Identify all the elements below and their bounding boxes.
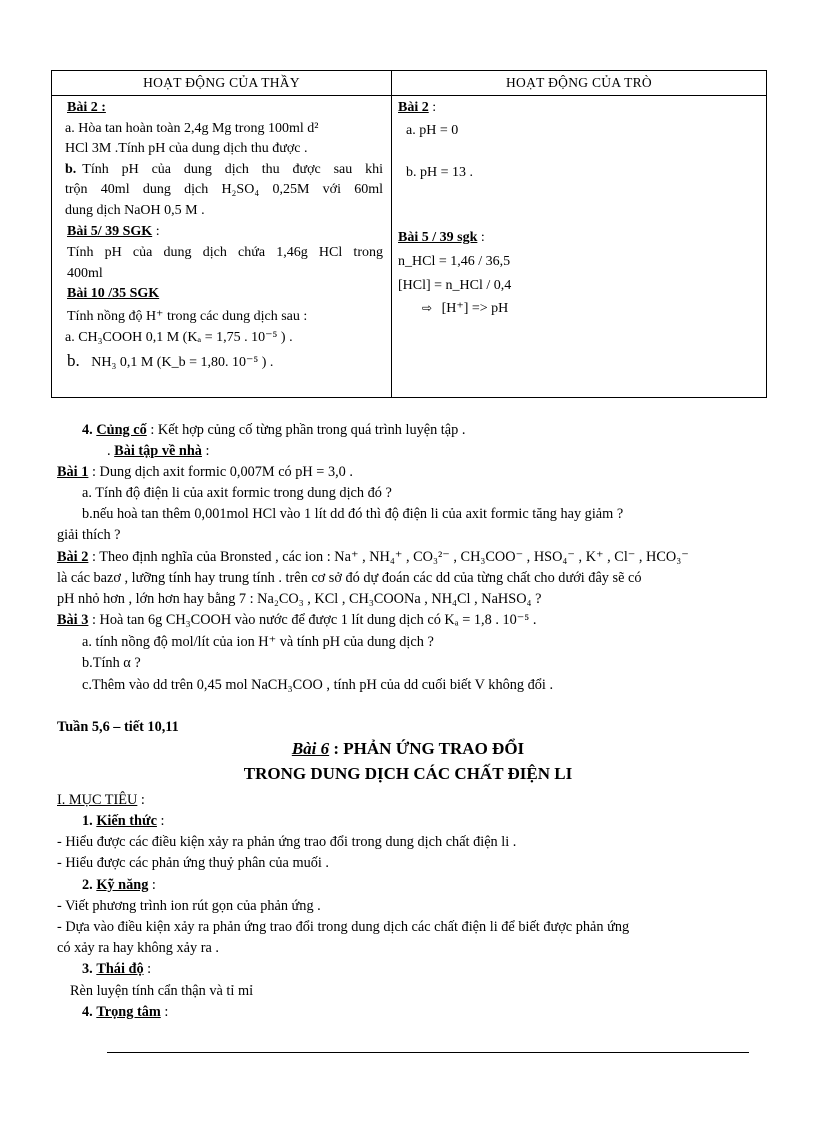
ex2-label: Bài 2 <box>57 549 89 565</box>
attitude-num: 3. <box>82 961 93 977</box>
lesson-table <box>51 70 767 398</box>
week-label: Tuần 5,6 – tiết 10,11 <box>57 719 179 735</box>
ex2-line2: là các bazơ , lưỡng tính hay trung tính . trên cơ sở đó dự đoán các dd của từng chất cho dưới đây sẽ có <box>57 570 642 586</box>
ans-bai2-heading-tail: : <box>428 100 437 115</box>
ex2-line1 <box>57 549 689 566</box>
skills-heading <box>82 877 156 894</box>
ex3-text: : Hoà tan 6g CH₃COOH vào nước để được 1 lít dung dịch có Kₐ = 1,8 . 10⁻⁵ . <box>88 612 537 628</box>
bai10-a: a. CH₃COOH 0,1 M (Kₐ = 1,75 . 10⁻⁵ ) . <box>65 330 293 345</box>
skills-2a: - Dựa vào điều kiện xảy ra phản ứng trao đổi trong dung dịch các chất điện li để biết được phản ứng <box>57 919 630 935</box>
ex2-line3: pH nhỏ hơn , lớn hơn hay bằng 7 : Na₂CO₃ , KCl , CH₃COONa , NH₄Cl , NaHSO₄ ? <box>57 591 542 607</box>
bai5-heading: Bài 5/ 39 SGK <box>67 224 153 239</box>
ex3-line <box>57 612 536 629</box>
knowledge-tail: : <box>156 813 165 829</box>
bai2-b-label: b. <box>65 162 77 177</box>
skills-2b: có xảy ra hay không xảy ra . <box>57 940 219 956</box>
bai5-line2: 400ml <box>67 266 103 281</box>
homework-tail: : <box>201 443 210 459</box>
ans-b: b. pH = 13 . <box>406 165 474 180</box>
focus-tail: : <box>160 1004 169 1020</box>
lesson-label: Bài 6 <box>291 739 330 758</box>
consolidate-line <box>82 422 465 439</box>
focus-label: Trọng tâm <box>96 1004 161 1020</box>
ex1-line <box>57 464 353 481</box>
teacher-cell <box>52 96 392 398</box>
ans-bai5-heading-tail: : <box>477 230 485 245</box>
bai10-b-text: NH₃ 0,1 M (K_b = 1,80. 10⁻⁵ ) . <box>91 355 274 370</box>
knowledge-2: - Hiểu được các phản ứng thuỷ phân của muối . <box>57 855 329 871</box>
ex2-text1: : Theo định nghĩa của Bronsted , các ion : Na⁺ , NH₄⁺ , CO₃²⁻ , CH₃COO⁻ , HSO₄⁻ , K⁺ , Cl⁻ , HCO₃⁻ <box>88 549 689 565</box>
attitude-tail: : <box>143 961 152 977</box>
ex1-b2: giải thích ? <box>57 527 121 543</box>
attitude-heading <box>82 961 151 978</box>
bai2-a-line1: a. Hòa tan hoàn toàn 2,4g Mg trong 100ml d² <box>65 121 319 136</box>
bai2-b-line2: trộn 40ml dung dịch H₂SO₄ 0,25M với 60ml <box>65 182 383 197</box>
objectives-heading: I. MỤC TIÊU <box>57 792 138 808</box>
skills-label: Kỹ năng <box>96 877 149 893</box>
double-arrow-icon: ⇨ <box>422 301 433 315</box>
homework-prefix: . <box>107 443 111 459</box>
consolidate-text: : Kết hợp củng cố từng phần trong quá trình luyện tập . <box>146 422 466 438</box>
homework-label: Bài tập về nhà <box>114 443 202 459</box>
skills-1: - Viết phương trình ion rút gọn của phản ứng . <box>57 898 321 914</box>
knowledge-num: 1. <box>82 813 93 829</box>
bai2-b-text1: Tính pH của dung dịch thu được sau khi <box>82 162 383 177</box>
ans-bai2-heading-line <box>398 100 436 116</box>
focus-heading <box>82 1004 168 1021</box>
ans-bai2-heading: Bài 2 <box>398 100 429 115</box>
focus-num: 4. <box>82 1004 93 1020</box>
header-teacher: HOẠT ĐỘNG CỦA THẦY <box>52 71 392 96</box>
ans-conc: [HCl] = n_HCl / 0,4 <box>398 278 512 293</box>
bai10-b-label: b. <box>67 351 80 370</box>
knowledge-1: - Hiểu được các điều kiện xảy ra phản ứng trao đổi trong dung dịch chất điện li . <box>57 834 517 850</box>
bai5-heading-tail: : <box>152 224 160 239</box>
bai5-heading-line <box>67 224 160 240</box>
consolidate-num: 4. <box>82 422 93 438</box>
ex3-b: b.Tính α ? <box>82 655 141 671</box>
homework-heading <box>107 443 210 460</box>
ex1-text: : Dung dịch axit formic 0,007M có pH = 3,0 . <box>88 464 353 480</box>
ex1-label: Bài 1 <box>57 464 89 480</box>
knowledge-heading <box>82 813 164 830</box>
bai2-b-line3: dung dịch NaOH 0,5 M . <box>65 203 205 218</box>
ans-result-line <box>422 300 508 317</box>
bai5-line1: Tính pH của dung dịch chứa 1,46g HCl trong <box>67 245 383 260</box>
ex1-a: a. Tính độ điện li của axit formic trong dung dịch đó ? <box>82 485 392 501</box>
knowledge-label: Kiến thức <box>96 813 157 829</box>
ans-n-hcl: n_HCl = 1,46 / 36,5 <box>398 254 511 269</box>
ans-result: [H⁺] => pH <box>441 301 509 316</box>
objectives-heading-tail: : <box>137 792 145 808</box>
ans-a: a. pH = 0 <box>406 123 459 138</box>
attitude-1: Rèn luyện tính cẩn thận và tỉ mỉ <box>70 983 254 999</box>
ex3-label: Bài 3 <box>57 612 89 628</box>
ans-bai5-heading: Bài 5 / 39 sgk <box>398 230 478 245</box>
bai2-heading: Bài 2 : <box>67 100 106 115</box>
ex3-c: c.Thêm vào dd trên 0,45 mol NaCH₃COO , tính pH của dd cuối biết V không đổi . <box>82 677 554 693</box>
consolidate-label: Củng cố <box>96 422 147 438</box>
student-cell <box>392 96 767 398</box>
objectives-heading-line <box>57 792 145 809</box>
ex3-a: a. tính nồng độ mol/lít của ion H⁺ và tính pH của dung dịch ? <box>82 634 434 650</box>
header-student: HOẠT ĐỘNG CỦA TRÒ <box>392 71 767 96</box>
bai10-b-line <box>67 351 273 371</box>
skills-num: 2. <box>82 877 93 893</box>
bottom-rule <box>107 1052 749 1053</box>
lesson-title1: : PHẢN ỨNG TRAO ĐỔI <box>329 739 525 758</box>
bai10-heading: Bài 10 /35 SGK <box>67 286 160 301</box>
lesson-title-line2: TRONG DUNG DỊCH CÁC CHẤT ĐIỆN LI <box>243 764 573 783</box>
lesson-title-line1 <box>0 739 816 759</box>
ans-bai5-heading-line <box>398 230 485 246</box>
ex1-b1: b.nếu hoà tan thêm 0,001mol HCl vào 1 lít dd đó thì độ điện li của axit formic tăng hay giảm ? <box>82 506 624 522</box>
bai2-a-line2: HCl 3M .Tính pH của dung dịch thu được . <box>65 141 308 156</box>
skills-tail: : <box>148 877 156 893</box>
attitude-label: Thái độ <box>96 961 144 977</box>
bai2-b-line1 <box>65 162 383 178</box>
bai10-line1: Tính nồng độ H⁺ trong các dung dịch sau : <box>67 309 308 324</box>
